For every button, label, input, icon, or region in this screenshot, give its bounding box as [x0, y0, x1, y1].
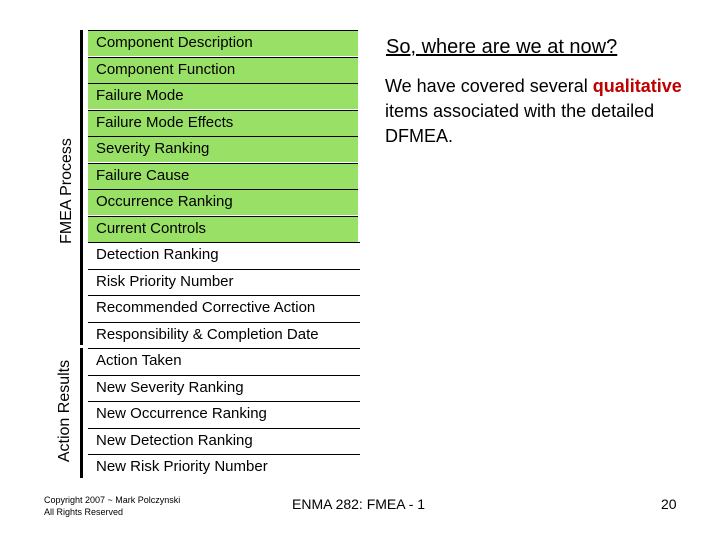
- body-text-start: We have covered several: [385, 76, 593, 96]
- page-number: 20: [661, 496, 677, 512]
- fmea-row: Failure Cause: [88, 163, 358, 189]
- body-text-end: items associated with the detailed DFMEA.: [385, 101, 655, 146]
- copyright-line-1: Copyright 2007 ~ Mark Polczynski: [44, 495, 181, 505]
- fmea-row: Recommended Corrective Action: [88, 295, 360, 321]
- fmea-row: Component Description: [88, 30, 358, 56]
- fmea-row: Failure Mode Effects: [88, 110, 358, 136]
- fmea-row: Occurrence Ranking: [88, 189, 358, 215]
- fmea-row: Responsibility & Completion Date: [88, 322, 360, 348]
- fmea-row: New Risk Priority Number: [88, 454, 360, 480]
- fmea-row: New Occurrence Ranking: [88, 401, 360, 427]
- fmea-row: New Detection Ranking: [88, 428, 360, 454]
- fmea-row: Risk Priority Number: [88, 269, 360, 295]
- copyright-line-2: All Rights Reserved: [44, 507, 124, 517]
- course-footer: ENMA 282: FMEA - 1: [292, 496, 426, 512]
- fmea-row: Failure Mode: [88, 83, 358, 109]
- slide-body-text: [385, 74, 685, 149]
- fmea-row: Detection Ranking: [88, 242, 360, 268]
- action-results-label: Action Results: [56, 359, 73, 463]
- action-results-bracket-line: [80, 348, 83, 478]
- fmea-row: Action Taken: [88, 348, 360, 374]
- copyright-notice: [44, 494, 180, 518]
- slide-heading: So, where are we at now?: [386, 36, 618, 58]
- fmea-process-bracket-line: [80, 30, 83, 345]
- fmea-row: Severity Ranking: [88, 136, 358, 162]
- fmea-process-label: FMEA Process: [58, 138, 75, 244]
- fmea-row: Component Function: [88, 57, 358, 83]
- fmea-row: New Severity Ranking: [88, 375, 360, 401]
- qualitative-emphasis: qualitative: [592, 76, 682, 96]
- fmea-row: Current Controls: [88, 216, 358, 242]
